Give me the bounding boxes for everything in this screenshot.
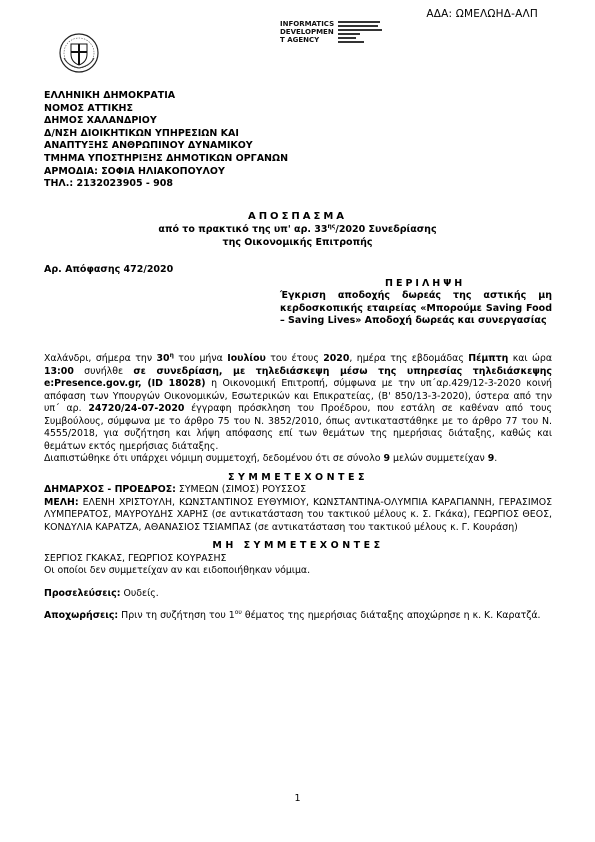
logo-line: T AGENCY xyxy=(280,36,320,44)
summary-title: ΠΕΡΙΛΗΨΗ xyxy=(385,278,466,289)
issuer-header xyxy=(44,90,288,191)
members-line: ΜΕΛΗ: ΕΛΕΝΗ ΧΡΙΣΤΟΥΛΗ, ΚΩΝΣΤΑΝΤΙΝΟΣ ΕΥΘΥΜΙΟΥ, ΚΩΝΣΤΑΝΤΙΝΑ-ΟΛΥΜΠΙΑ ΚΑΡΑΓΙΑΝΝΗ, ΓΕΡΑΣΙΜΟΣ ΛΥΜΠΕΡΑΤΟΣ, ΜΑΥΡΟΥΔΗΣ ΧΑΡΗΣ (σε αντικατάσταση του τακτικού μέλους κ. Σ. Γκάκα), ΓΕΩΡΓΙΟΣ ΘΕΟΣ, ΚΟΝΔΥΛΙΑ ΚΑΡΑΤΖΑ, ΑΘΑΝΑΣΙΟΣ ΤΣΙΑΜΠΑΣ (σε αντικατάσταση του τακτικού μέλους κ. Γ. Κουράση) xyxy=(44,496,552,533)
minutes-body xyxy=(44,353,552,623)
absent-members-title: ΜΗ ΣΥΜΜΕΤΕΧΟΝΤΕΣ xyxy=(212,540,384,551)
page-number: 1 xyxy=(294,793,301,804)
mayor-line: ΔΗΜΑΡΧΟΣ - ΠΡΟΕΔΡΟΣ: ΣΥΜΕΩΝ (ΣΙΜΟΣ) ΡΟΥΣΣΟΣ xyxy=(44,484,307,495)
document-subtitle: από το πρακτικό της υπ' αρ. $33^{\eta\varsigma}/2020$ Συνεδρίασης xyxy=(158,222,437,235)
logo-greek-fine-print xyxy=(338,21,382,45)
header-line: ΕΛΛΗΝΙΚΗ ΔΗΜΟΚΡΑΤΙΑ xyxy=(44,90,176,101)
ada-code: ΑΔΑ: ΩΜΕΛΩΗΔ-ΑΛΠ xyxy=(426,8,538,20)
logo-line: INFORMATICS xyxy=(280,20,335,28)
document-title: ΑΠΟΣΠΑΣΜΑ xyxy=(247,211,348,222)
present-members-title: ΣΥΜΜΕΤΕΧΟΝΤΕΣ xyxy=(227,471,369,483)
header-line: ΑΡΜΟΔΙΑ: ΣΟΦΙΑ ΗΛΙΑΚΟΠΟΥΛΟΥ xyxy=(44,165,225,177)
logo-line: DEVELOPMEN xyxy=(280,28,334,36)
absent-names: ΣΕΡΓΙΟΣ ΓΚΑΚΑΣ, ΓΕΩΡΓΙΟΣ ΚΟΥΡΑΣΗΣ xyxy=(44,552,227,564)
informatics-agency-logo xyxy=(280,20,382,45)
header-line: ΤΗΛ.: 2132023905 - 908 xyxy=(44,178,173,190)
absent-note: Οι οποίοι δεν συμμετείχαν αν και ειδοποιήθηκαν νόμιμα. xyxy=(44,565,311,576)
decision-number: Αρ. Απόφασης 472/2020 xyxy=(44,264,174,275)
header-line: ΑΝΑΠΤΥΞΗΣ ΑΝΘΡΩΠΙΝΟΥ ΔΥΝΑΜΙΚΟΥ xyxy=(44,140,253,152)
header-line: ΔΗΜΟΣ ΧΑΛΑΝΔΡΙΟΥ xyxy=(44,115,157,127)
header-line: ΝΟΜΟΣ ΑΤΤΙΚΗΣ xyxy=(44,102,134,114)
departures-line: Αποχωρήσεις: Πριν τη συζήτηση του $1^{o\upsilon}$ θέματος της ημερήσιας διάταξης αποχώρησε η κ. Κ. Καρατζά. xyxy=(44,608,541,621)
quorum-paragraph: Διαπιστώθηκε ότι υπάρχει νόμιμη συμμετοχή, δεδομένου ότι σε σύνολο 9 μελών συμμετείχαν 9. xyxy=(44,453,498,464)
header-line: Δ/ΝΣΗ ΔΙΟΙΚΗΤΙΚΩΝ ΥΠΗΡΕΣΙΩΝ ΚΑΙ xyxy=(44,127,239,139)
arrivals-line: Προσελεύσεις: Ουδείς. xyxy=(44,587,159,599)
session-paragraph: Χαλάνδρι, σήμερα την $30^\eta$ του μήνα Ιουλίου του έτους 2020, ημέρα της εβδομάδας Πέμπτη και ώρα 13:00 συνήλθε σε συνεδρίαση, με τηλεδιάσκεψη μέσω της υπηρεσίας τηλεδιάσκεψης e:Presence.gov.gr, (ID 18028) η Οικονομική Επιτροπή, σύμφωνα με την υπ΄αρ.429/12-3-2020 κοινή απόφαση των Υπουργών Οικονομικών, Εσωτερικών και Επικρατείας, (Β' 850/13-3-2020), ύστερα από την υπ΄ αρ. 24720/24-07-2020 έγγραφη πρόσκληση του Προέδρου, που εστάλη σε καθέναν από τους Συμβούλους, σύμφωνα με το άρθρο 75 του Ν. 3852/2010, όπως αντικαταστάθηκε με το άρθρο 77 του Ν. 4555/2018, για συζήτηση και λήψη απόφασης επί των θεμάτων της ημερήσιας διάταξης, καθώς και θεμάτων εκτός ημερήσιας διάταξης. xyxy=(44,351,553,452)
greek-emblem-icon xyxy=(58,32,100,74)
header-line: ΤΜΗΜΑ ΥΠΟΣΤΗΡΙΞΗΣ ΔΗΜΟΤΙΚΩΝ ΟΡΓΑΝΩΝ xyxy=(44,152,289,164)
summary-text: Έγκριση αποδοχής δωρεάς της αστικής μη κερδοσκοπικής εταιρείας «Μπορούμε Saving Food – Saving Lives» Αποδοχή δωρεάς και συνεργασίας xyxy=(280,290,552,326)
document-subtitle-committee: της Οικονομικής Επιτροπής xyxy=(222,237,373,248)
